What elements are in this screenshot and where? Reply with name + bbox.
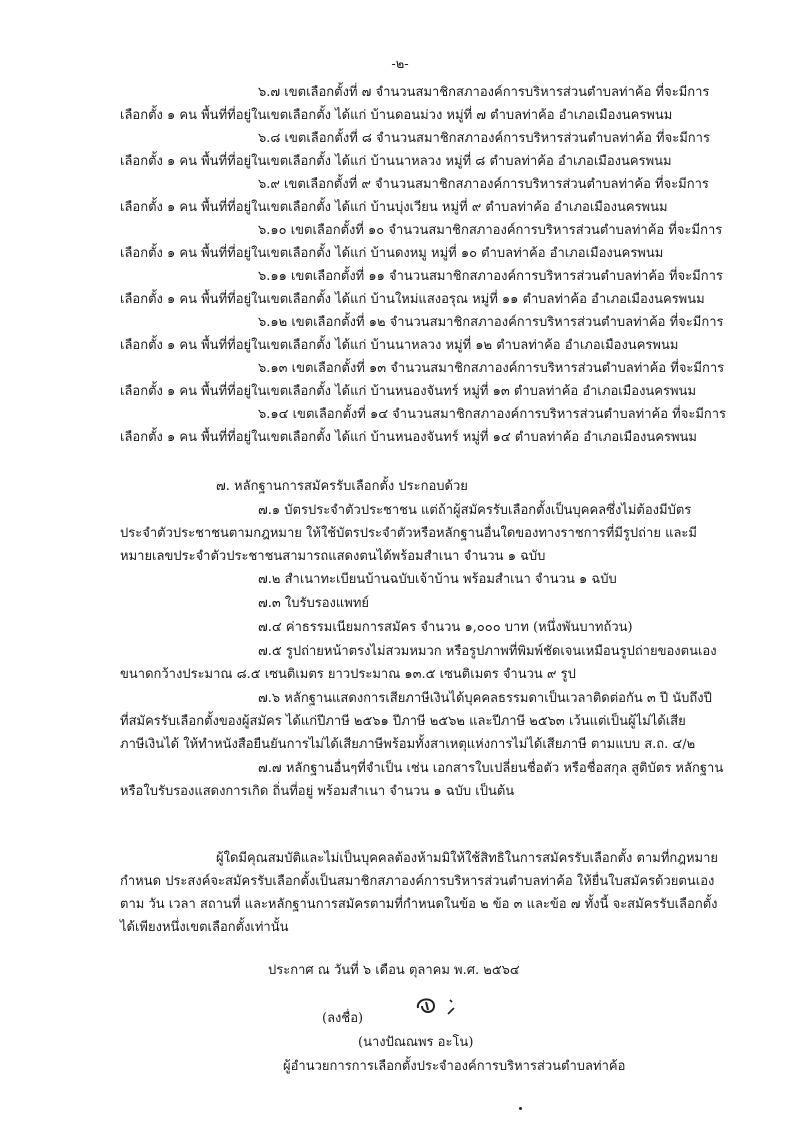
page-number: -๒- [391, 57, 409, 72]
item-6-11-line1: ๖.๑๑ เขตเลือกตั้งที่ ๑๑ จำนวนสมาชิกสภาองค์การบริหารส่วนตำบลท่าค้อ ที่จะมีการ [258, 269, 723, 284]
section7-heading: ๗. หลักฐานการสมัครรับเลือกตั้ง ประกอบด้วย [216, 479, 468, 494]
closing-line3: ตาม วัน เวลา สถานที่ และหลักฐานการสมัครตามที่กำหนดในข้อ ๒ ข้อ ๓ และข้อ ๗ ทั้งนี้ จะสมัครรับเลือกตั้ง [120, 897, 718, 912]
closing-line4: ได้เพียงหนึ่งเขตเลือกตั้งเท่านั้น [120, 920, 289, 935]
item-6-9-line2: เลือกตั้ง ๑ คน พื้นที่ที่อยู่ในเขตเลือกตั้ง ได้แก่ บ้านบุ่งเวียน หมู่ที่ ๙ ตำบลท่าค้อ อำเภอเมืองนครพนม [120, 200, 668, 215]
item-6-10-line2: เลือกตั้ง ๑ คน พื้นที่ที่อยู่ในเขตเลือกตั้ง ได้แก่ บ้านดงหมู หมู่ที่ ๑๐ ตำบลท่าค้อ อำเภอเมืองนครพนม [120, 246, 664, 261]
section7-6-line2: ที่สมัครรับเลือกตั้งของผู้สมัคร ได้แก่ปีภาษี ๒๕๖๑ ปีภาษี ๒๕๖๒ และปีภาษี ๒๕๖๓ เว้นแต่เป็นผู้ไม่ได้เสีย [120, 714, 686, 729]
section7-1-line3: หมายเลขประจำตัวประชาชนสามารถแสดงตนได้พร้อมสำเนา จำนวน ๑ ฉบับ [120, 549, 546, 564]
section7-7-line2: หรือใบรับรองแสดงการเกิด ถิ่นที่อยู่ พร้อมสำเนา จำนวน ๑ ฉบับ เป็นต้น [120, 784, 515, 799]
sign-label: (ลงชื่อ) [322, 1011, 364, 1026]
section7-7-line1: ๗.๗ หลักฐานอื่นๆที่จำเป็น เช่น เอกสารใบเปลี่ยนชื่อตัว หรือชื่อสกุล สูติบัตร หลักฐาน [258, 761, 724, 776]
section7-5-line1: ๗.๕ รูปถ่ายหน้าตรงไม่สวมหมวก หรือรูปภาพที่พิมพ์ชัดเจนเหมือนรูปถ่ายของตนเอง [258, 644, 717, 659]
section7-3: ๗.๓ ใบรับรองแพทย์ [258, 596, 370, 611]
item-6-8-line2: เลือกตั้ง ๑ คน พื้นที่ที่อยู่ในเขตเลือกตั้ง ได้แก่ บ้านนาหลวง หมู่ที่ ๘ ตำบลท่าค้อ อำเภอเมืองนครพนม [120, 154, 672, 169]
section7-1-line2: ประจำตัวประชาชนตามกฎหมาย ให้ใช้บัตรประจำตัวหรือหลักฐานอื่นใดของทางราชการที่มีรูปถ่าย และมี [120, 526, 697, 541]
item-6-13-line1: ๖.๑๓ เขตเลือกตั้งที่ ๑๓ จำนวนสมาชิกสภาองค์การบริหารส่วนตำบลท่าค้อ ที่จะมีการ [258, 361, 725, 376]
item-6-11-line2: เลือกตั้ง ๑ คน พื้นที่ที่อยู่ในเขตเลือกตั้ง ได้แก่ บ้านใหม่แสงอรุณ หมู่ที่ ๑๑ ตำบลท่าค้อ อำเภอเมืองนครพนม [120, 292, 705, 307]
section7-2: ๗.๒ สำเนาทะเบียนบ้านฉบับเจ้าบ้าน พร้อมสำเนา จำนวน ๑ ฉบับ [258, 572, 617, 587]
item-6-13-line2: เลือกตั้ง ๑ คน พื้นที่ที่อยู่ในเขตเลือกตั้ง ได้แก่ บ้านหนองจันทร์ หมู่ที่ ๑๓ ตำบลท่าค้อ อำเภอเมืองนครพนม [120, 384, 697, 399]
closing-line1: ผู้ใดมีคุณสมบัติและไม่เป็นบุคคลต้องห้ามมิให้ใช้สิทธิในการสมัครรับเลือกตั้ง ตามที่กฎหมาย [216, 851, 719, 866]
item-6-7-line2: เลือกตั้ง ๑ คน พื้นที่ที่อยู่ในเขตเลือกตั้ง ได้แก่ บ้านดอนม่วง หมู่ที่ ๗ ตำบลท่าค้อ อำเภอเมืองนครพนม [120, 108, 673, 123]
item-6-8-line1: ๖.๘ เขตเลือกตั้งที่ ๘ จำนวนสมาชิกสภาองค์การบริหารส่วนตำบลท่าค้อ ที่จะมีการ [258, 131, 710, 146]
section7-6-line3: ภาษีเงินได้ ให้ทำหนังสือยืนยันการไม่ได้เสียภาษีพร้อมทั้งสาเหตุแห่งการไม่ได้เสียภาษี ตามแบบ ส.ถ. ๔/๒ [120, 737, 696, 752]
item-6-10-line1: ๖.๑๐ เขตเลือกตั้งที่ ๑๐ จำนวนสมาชิกสภาองค์การบริหารส่วนตำบลท่าค้อ ที่จะมีการ [258, 223, 723, 238]
signer-title: ผู้อำนวยการการเลือกตั้งประจำองค์การบริหารส่วนตำบลท่าค้อ [283, 1059, 626, 1074]
item-6-12-line1: ๖.๑๒ เขตเลือกตั้งที่ ๑๒ จำนวนสมาชิกสภาองค์การบริหารส่วนตำบลท่าค้อ ที่จะมีการ [258, 315, 724, 330]
stray-mark [519, 1107, 522, 1110]
announcement-date: ประกาศ ณ วันที่ ๖ เดือน ตุลาคม พ.ศ. ๒๕๖๔ [268, 963, 520, 978]
section7-1-line1: ๗.๑ บัตรประจำตัวประชาชน แต่ถ้าผู้สมัครรับเลือกตั้งเป็นบุคคลซึ่งไม่ต้องมีบัตร [258, 503, 692, 518]
item-6-12-line2: เลือกตั้ง ๑ คน พื้นที่ที่อยู่ในเขตเลือกตั้ง ได้แก่ บ้านนาหลวง หมู่ที่ ๑๒ ตำบลท่าค้อ อำเภอเมืองนครพนม [120, 338, 679, 353]
item-6-9-line1: ๖.๙ เขตเลือกตั้งที่ ๙ จำนวนสมาชิกสภาองค์การบริหารส่วนตำบลท่าค้อ ที่จะมีการ [258, 177, 709, 192]
section7-4: ๗.๔ ค่าธรรมเนียมการสมัคร จำนวน ๑,๐๐๐ บาท (หนึ่งพันบาทถ้วน) [258, 620, 633, 635]
item-6-14-line2: เลือกตั้ง ๑ คน พื้นที่ที่อยู่ในเขตเลือกตั้ง ได้แก่ บ้านหนองจันทร์ หมู่ที่ ๑๔ ตำบลท่าค้อ อำเภอเมืองนครพนม [120, 430, 697, 445]
signer-name: (นางปัณณพร อะโน) [358, 1035, 474, 1050]
item-6-7-line1: ๖.๗ เขตเลือกตั้งที่ ๗ จำนวนสมาชิกสภาองค์การบริหารส่วนตำบลท่าค้อ ที่จะมีการ [258, 85, 710, 100]
section7-5-line2: ขนาดกว้างประมาณ ๘.๕ เซนติเมตร ยาวประมาณ ๑๓.๕ เซนติเมตร จำนวน ๙ รูป [120, 667, 576, 682]
handwritten-signature [410, 990, 470, 1020]
closing-line2: กำหนด ประสงค์จะสมัครรับเลือกตั้งเป็นสมาชิกสภาองค์การบริหารส่วนตำบลท่าค้อ ให้ยื่นใบสมัครด้วยตนเอง [120, 874, 715, 889]
section7-6-line1: ๗.๖ หลักฐานแสดงการเสียภาษีเงินได้บุคคลธรรมดาเป็นเวลาติดต่อกัน ๓ ปี นับถึงปี [258, 691, 712, 706]
item-6-14-line1: ๖.๑๔ เขตเลือกตั้งที่ ๑๔ จำนวนสมาชิกสภาองค์การบริหารส่วนตำบลท่าค้อ ที่จะมีการ [258, 407, 727, 422]
